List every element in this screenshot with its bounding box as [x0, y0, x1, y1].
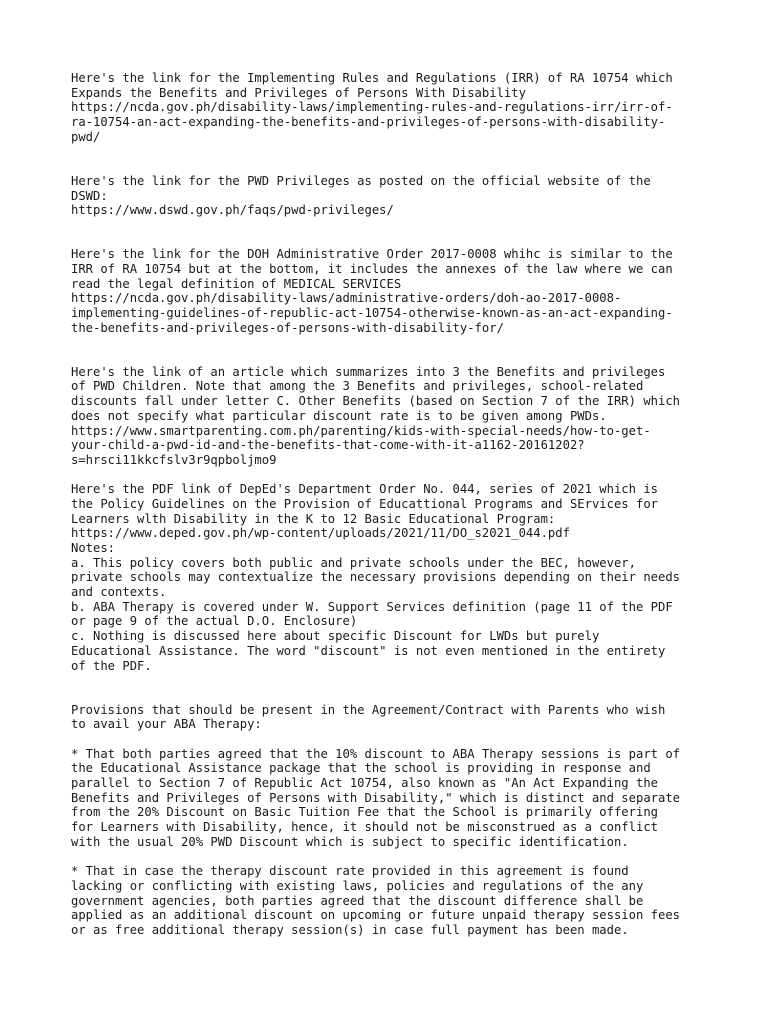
note-line: a. This policy covers both public and private schools under the BEC, however,: [71, 555, 636, 570]
blank-line: [71, 468, 711, 483]
blank-line: [71, 673, 711, 688]
note-line: and contexts.: [71, 585, 167, 600]
text-line: read the legal definition of MEDICAL SERVICES: [71, 276, 402, 291]
text-line: of PWD Children. Note that among the 3 Benefits and privileges, school-related: [71, 379, 644, 394]
provision-line: * That in case the therapy discount rate provided in this agreement is found: [71, 864, 629, 879]
link-line: your-child-a-pwd-id-and-the-benefits-that-come-with-it-a1162-20161202?: [71, 438, 585, 453]
blank-line: [71, 218, 711, 233]
provision-line: applied as an additional discount on upcoming or future unpaid therapy session fees: [71, 908, 681, 923]
text-line: IRR of RA 10754 but at the bottom, it includes the annexes of the law where we can: [71, 261, 673, 276]
link-line: https://www.smartparenting.com.ph/parenting/kids-with-special-needs/how-to-get-: [71, 423, 651, 438]
text-line: Provisions that should be present in the Agreement/Contract with Parents who wish: [71, 702, 666, 717]
blank-line: [71, 144, 711, 159]
provision-line: Benefits and Privileges of Persons with Disability," which is distinct and separate: [71, 790, 681, 805]
text-line: Expands the Benefits and Privileges of Persons With Disability: [71, 85, 526, 100]
provision-line: * That both parties agreed that the 10% discount to ABA Therapy sessions is part of: [71, 746, 681, 761]
blank-line: [71, 335, 711, 350]
blank-line: [71, 159, 711, 174]
provision-line: for Learners with Disability, hence, it should not be misconstrued as a conflict: [71, 820, 658, 835]
link-line: s=hrsci11kkcfslv3r9qpboljmo9: [71, 452, 277, 467]
link-line: https://ncda.gov.ph/disability-laws/implementing-rules-and-regulations-irr/irr-of-: [71, 100, 673, 115]
note-line: c. Nothing is discussed here about specific Discount for LWDs but purely: [71, 629, 600, 644]
blank-line: [71, 849, 711, 864]
provision-line: the Educational Assistance package that the school is providing in response and: [71, 761, 651, 776]
note-line: b. ABA Therapy is covered under W. Support Services definition (page 11 of the PDF: [71, 599, 673, 614]
text-line: DSWD:: [71, 188, 108, 203]
link-line: implementing-guidelines-of-republic-act-10754-otherwise-known-as-an-act-expanding-: [71, 306, 673, 320]
document-page: [71, 71, 711, 938]
blank-line: [71, 233, 711, 248]
blank-line: [71, 732, 711, 747]
note-line: or page 9 of the actual D.O. Enclosure): [71, 614, 358, 629]
text-line: Here's the link for the DOH Administrative Order 2017-0008 whihc is similar to the: [71, 247, 673, 262]
provision-line: with the usual 20% PWD Discount which is subject to specific identification.: [71, 834, 629, 849]
link-line: https://ncda.gov.ph/disability-laws/administrative-orders/doh-ao-2017-0008-: [71, 291, 622, 306]
provision-line: parallel to Section 7 of Republic Act 10754, also known as "An Act Expanding the: [71, 776, 658, 790]
provision-line: lacking or conflicting with existing laws, policies and regulations of the any: [71, 878, 644, 893]
text-line: discounts fall under letter C. Other Benefits (based on Section 7 of the IRR) which: [71, 394, 681, 409]
link-line: pwd/: [71, 129, 101, 144]
link-line: ra-10754-an-act-expanding-the-benefits-and-privileges-of-persons-with-disability-: [71, 115, 666, 130]
provision-line: government agencies, both parties agreed that the discount difference shall be: [71, 893, 644, 908]
text-line: the Policy Guidelines on the Provision of Educattional Programs and SErvices for: [71, 496, 658, 511]
text-line: Learners wlth Disability in the K to 12 Basic Educational Program:: [71, 511, 556, 526]
provision-line: from the 20% Discount on Basic Tuition Fee that the School is primarily offering: [71, 805, 658, 820]
link-line: the-benefits-and-privileges-of-persons-with-disability-for/: [71, 320, 504, 335]
text-line: Here's the link of an article which summarizes into 3 the Benefits and privileges: [71, 364, 666, 379]
blank-line: [71, 350, 711, 365]
text-line: Here's the link for the Implementing Rules and Regulations (IRR) of RA 10754 which: [71, 71, 673, 85]
text-line: does not specify what particular discount rate is to be given among PWDs.: [71, 408, 607, 423]
text-line: Here's the PDF link of DepEd's Department Order No. 044, series of 2021 which is: [71, 482, 658, 497]
note-line: Educational Assistance. The word "discount" is not even mentioned in the entirety: [71, 643, 666, 658]
note-line: private schools may contextualize the necessary provisions depending on their needs: [71, 570, 681, 585]
notes-heading: Notes:: [71, 541, 116, 555]
text-line: to avail your ABA Therapy:: [71, 717, 262, 732]
note-line: of the PDF.: [71, 658, 152, 673]
text-line: Here's the link for the PWD Privileges as posted on the official website of the: [71, 173, 651, 188]
provision-line: or as free additional therapy session(s) in case full payment has been made.: [71, 922, 629, 937]
link-line: https://www.deped.gov.ph/wp-content/uploads/2021/11/DO_s2021_044.pdf: [71, 526, 570, 541]
link-line: https://www.dswd.gov.ph/faqs/pwd-privileges/: [71, 203, 394, 218]
blank-line: [71, 688, 711, 703]
